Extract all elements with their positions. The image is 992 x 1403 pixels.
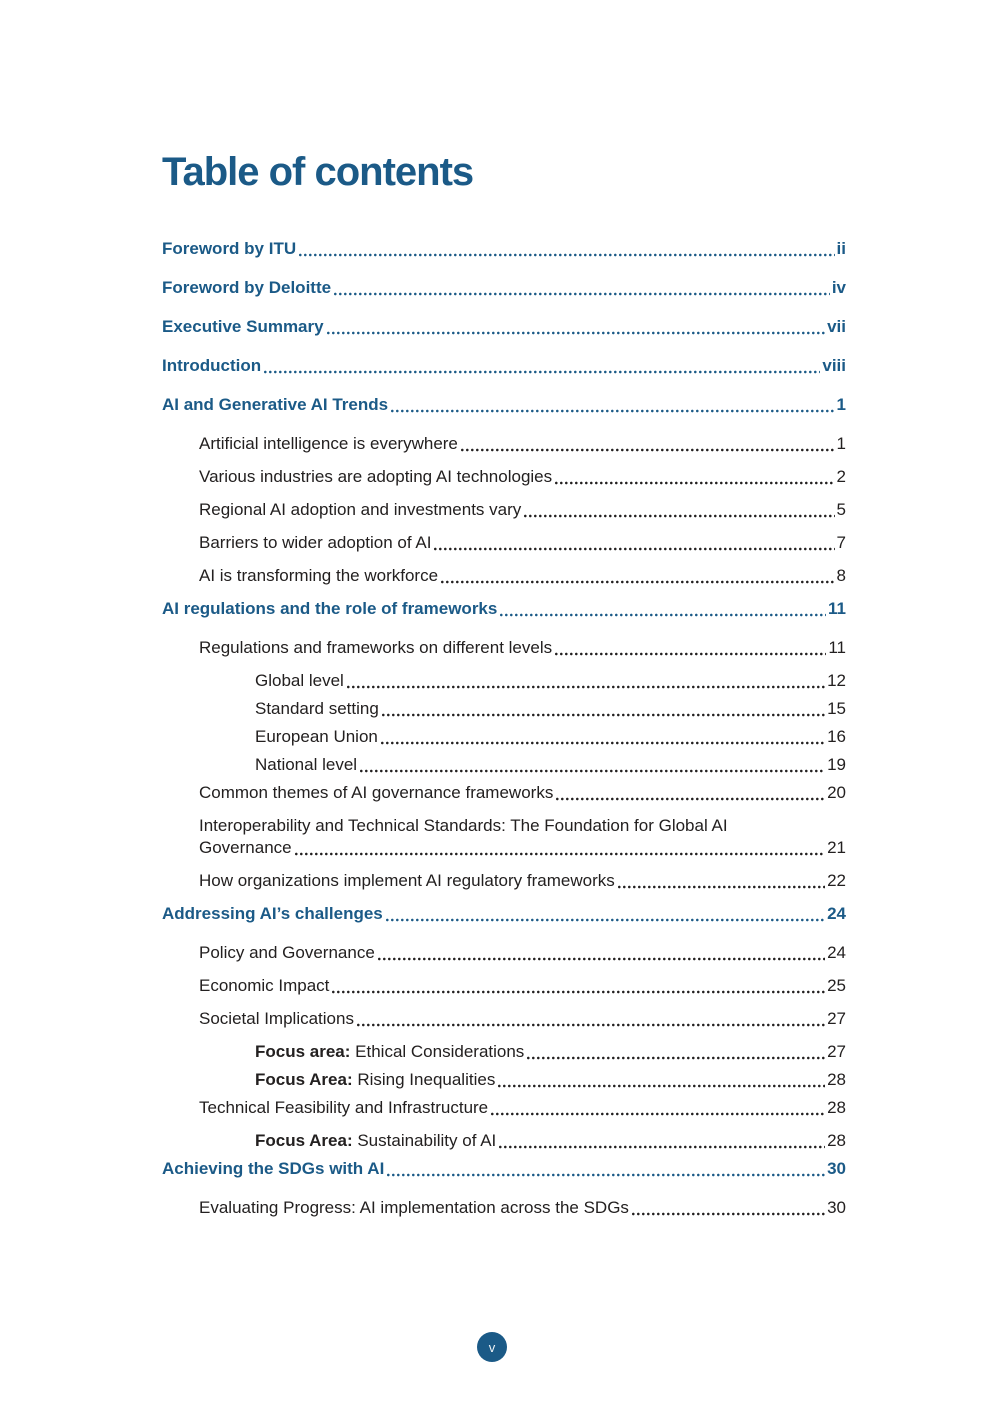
toc-entry[interactable]: [162, 903, 846, 925]
toc-entry-page-number: 30: [827, 1159, 846, 1178]
dot-leader: [295, 852, 825, 856]
toc-entry[interactable]: [162, 355, 846, 377]
toc-entry-page-number: 5: [836, 500, 846, 519]
dot-leader: [299, 253, 834, 257]
toc-entry-bold-prefix: Focus Area:: [255, 1131, 353, 1150]
dot-leader: [500, 613, 826, 617]
dot-leader: [556, 797, 825, 801]
toc-entry-page-number: 1: [836, 395, 846, 414]
toc-entry-page-number: 8: [836, 566, 846, 585]
toc-entry-page-number: 25: [827, 976, 846, 995]
toc-entry-page-number: 21: [827, 838, 846, 857]
toc-entry-label: Focus Area: Rising Inequalities: [255, 1070, 496, 1089]
toc-entry[interactable]: [199, 499, 846, 521]
dot-leader: [555, 481, 834, 485]
toc-entry-label: Policy and Governance: [199, 943, 375, 962]
toc-entry-label: Regulations and frameworks on different levels: [199, 638, 553, 657]
toc-entry-label: AI is transforming the workforce: [199, 566, 439, 585]
toc-entry[interactable]: [255, 1041, 846, 1063]
toc-entry-page-number: 11: [828, 638, 846, 657]
toc-entry[interactable]: [199, 815, 846, 859]
dot-leader: [264, 370, 820, 374]
toc-entry[interactable]: [255, 670, 846, 692]
toc-entry[interactable]: [255, 754, 846, 776]
toc-entry[interactable]: [199, 637, 846, 659]
toc-entry-label: European Union: [255, 727, 378, 746]
toc-entry-page-number: 11: [828, 599, 846, 618]
dot-leader: [434, 547, 834, 551]
toc-entry[interactable]: [199, 942, 846, 964]
page-title: Table of contents: [162, 150, 474, 194]
toc-entry[interactable]: [162, 394, 846, 416]
toc-entry-page-number: 30: [827, 1198, 846, 1217]
toc-entry-label: Economic Impact: [199, 976, 330, 995]
toc-entry-page-number: viii: [822, 356, 846, 375]
toc-entry-label: Interoperability and Technical Standards: The Foundation for Global AI: [199, 816, 728, 835]
dot-leader: [498, 1084, 825, 1088]
dot-leader: [357, 1023, 825, 1027]
toc-entry-page-number: 19: [827, 755, 846, 774]
toc-entry[interactable]: [199, 870, 846, 892]
dot-leader: [441, 580, 835, 584]
toc-entry-page-number: 28: [827, 1131, 846, 1150]
toc-entry-label: Achieving the SDGs with AI: [162, 1159, 385, 1178]
table-of-contents: [162, 238, 846, 1219]
toc-entry[interactable]: [255, 1130, 846, 1152]
toc-entry-page-number: 28: [827, 1070, 846, 1089]
dot-leader: [334, 292, 830, 296]
toc-entry-label: AI and Generative AI Trends: [162, 395, 389, 414]
toc-entry-page-number: 16: [827, 727, 846, 746]
dot-leader: [391, 409, 834, 413]
toc-entry[interactable]: [199, 1197, 846, 1219]
toc-entry-page-number: 28: [827, 1098, 846, 1117]
toc-entry-page-number: iv: [831, 278, 846, 297]
toc-entry-page-number: 22: [827, 871, 846, 890]
toc-entry[interactable]: [255, 698, 846, 720]
dot-leader: [524, 514, 834, 518]
toc-entry[interactable]: [255, 726, 846, 748]
toc-entry-label: Focus area: Ethical Considerations: [255, 1042, 525, 1061]
page-number-badge: [477, 1332, 507, 1362]
toc-entry-label: Addressing AI’s challenges: [162, 904, 383, 923]
dot-leader: [527, 1056, 825, 1060]
toc-entry-page-number: 1: [836, 434, 846, 453]
toc-entry[interactable]: [199, 782, 846, 804]
dot-leader: [327, 331, 826, 335]
dot-leader: [499, 1145, 825, 1149]
toc-entry[interactable]: [199, 975, 846, 997]
toc-entry-page-number: 27: [827, 1042, 846, 1061]
toc-entry-label: Various industries are adopting AI technologies: [199, 467, 553, 486]
toc-entry[interactable]: [255, 1069, 846, 1091]
toc-entry-page-number: 24: [827, 943, 846, 962]
dot-leader: [632, 1212, 825, 1216]
dot-leader: [555, 652, 826, 656]
dot-leader: [332, 990, 825, 994]
toc-entry[interactable]: [199, 565, 846, 587]
toc-entry-page-number: 20: [827, 783, 846, 802]
toc-entry-label: Foreword by Deloitte: [162, 278, 332, 297]
toc-entry-page-number: 7: [836, 533, 846, 552]
dot-leader: [387, 1173, 825, 1177]
dot-leader: [491, 1112, 825, 1116]
toc-entry-label: Focus Area: Sustainability of AI: [255, 1131, 497, 1150]
toc-entry-label: Global level: [255, 671, 344, 690]
dot-leader: [386, 918, 825, 922]
toc-entry[interactable]: [162, 316, 846, 338]
toc-entry-label: Regional AI adoption and investments vary: [199, 500, 522, 519]
dot-leader: [381, 741, 825, 745]
dot-leader: [360, 769, 825, 773]
toc-entry-label: Executive Summary: [162, 317, 324, 336]
dot-leader: [382, 713, 825, 717]
toc-entry-page-number: vii: [827, 317, 846, 336]
toc-entry-label: Introduction: [162, 356, 262, 375]
toc-entry-page-number: 15: [827, 699, 846, 718]
toc-entry-label: Societal Implications: [199, 1009, 354, 1028]
toc-entry-label: Governance: [199, 838, 292, 857]
toc-entry[interactable]: [199, 532, 846, 554]
toc-entry-label: Standard setting: [255, 699, 379, 718]
page-number: v: [488, 1339, 496, 1355]
toc-entry-label: National level: [255, 755, 358, 774]
toc-entry[interactable]: [162, 277, 846, 299]
dot-leader: [461, 448, 835, 452]
toc-entry-label: Technical Feasibility and Infrastructure: [199, 1098, 489, 1117]
toc-entry-bold-prefix: Focus area:: [255, 1042, 351, 1061]
toc-entry[interactable]: [162, 238, 846, 260]
toc-entry-label: Artificial intelligence is everywhere: [199, 434, 458, 453]
toc-entry-label: Common themes of AI governance frameworks: [199, 783, 554, 802]
toc-entry-page-number: 27: [827, 1009, 846, 1028]
toc-entry-label: Evaluating Progress: AI implementation across the SDGs: [199, 1198, 629, 1217]
toc-entry[interactable]: [199, 1008, 846, 1030]
toc-entry-label: AI regulations and the role of frameworks: [162, 599, 498, 618]
toc-entry-label: How organizations implement AI regulatory frameworks: [199, 871, 615, 890]
toc-entry-page-number: 2: [836, 467, 846, 486]
toc-entry[interactable]: [162, 598, 846, 620]
toc-entry[interactable]: [199, 1097, 846, 1119]
dot-leader: [378, 957, 825, 961]
toc-entry-bold-prefix: Focus Area:: [255, 1070, 353, 1089]
toc-entry-page-number: 24: [827, 904, 846, 923]
toc-entry[interactable]: [199, 466, 846, 488]
dot-leader: [347, 685, 825, 689]
toc-entry[interactable]: [199, 433, 846, 455]
dot-leader: [618, 885, 825, 889]
toc-entry[interactable]: [162, 1158, 846, 1180]
toc-entry-page-number: ii: [836, 239, 846, 258]
toc-entry-label: Barriers to wider adoption of AI: [199, 533, 432, 552]
toc-entry-label: Foreword by ITU: [162, 239, 297, 258]
toc-entry-page-number: 12: [827, 671, 846, 690]
